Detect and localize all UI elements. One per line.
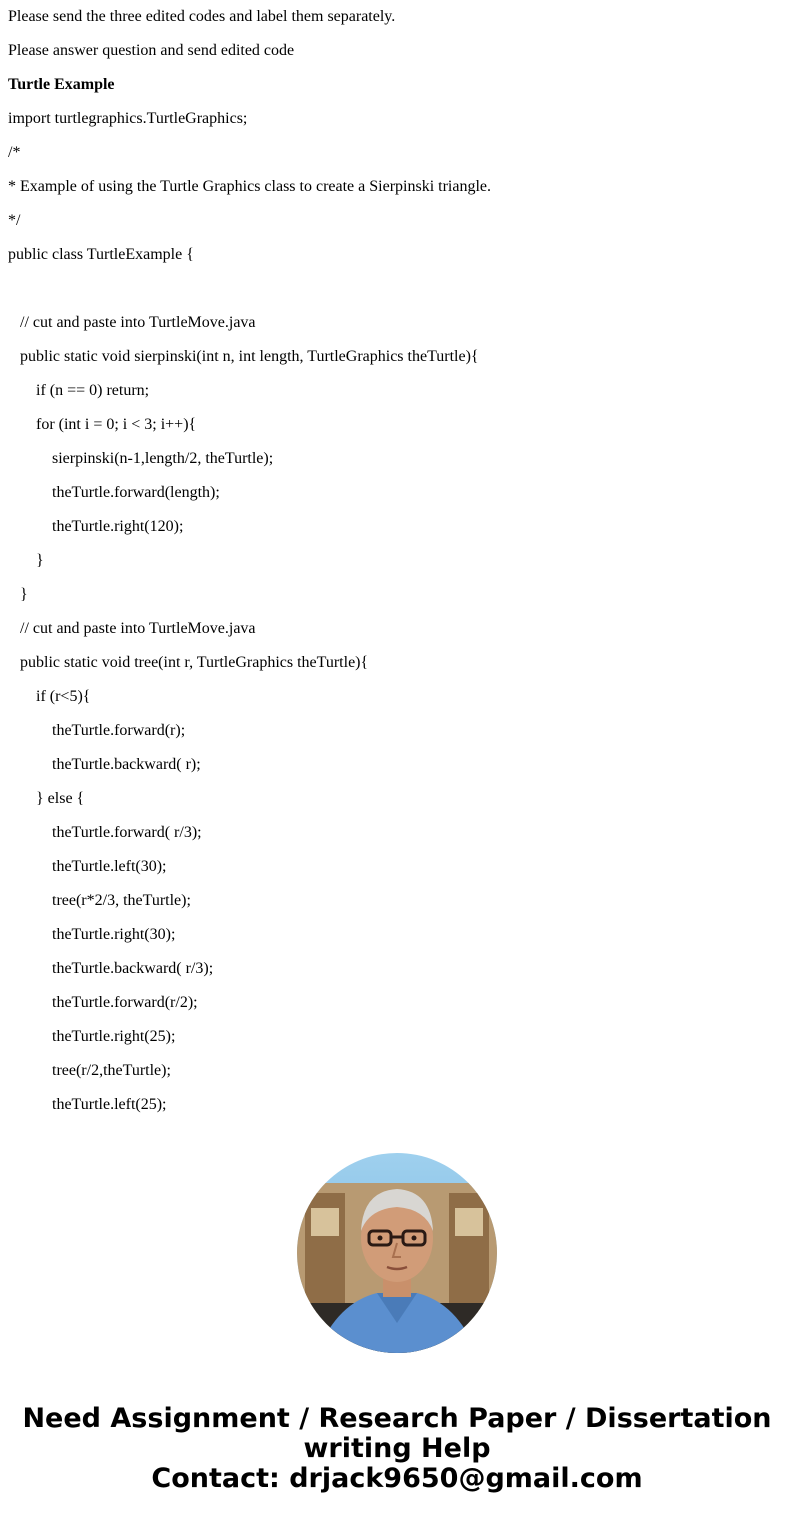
banner-contact: Contact: drjack9650@gmail.com (151, 1463, 643, 1494)
code-line: // cut and paste into TurtleMove.java (20, 620, 256, 637)
code-line: public class TurtleExample { (8, 246, 194, 263)
code-line: * Example of using the Turtle Graphics class to create a Sierpinski triangle. (8, 178, 491, 195)
avatar (297, 1153, 497, 1353)
code-line: theTurtle.backward( r/3); (52, 960, 214, 977)
code-line: theTurtle.left(30); (52, 858, 167, 875)
code-line: theTurtle.left(25); (52, 1096, 167, 1113)
code-line: public static void sierpinski(int n, int length, TurtleGraphics theTurtle){ (20, 348, 479, 365)
code-line: // cut and paste into TurtleMove.java (20, 314, 256, 331)
code-line: theTurtle.backward( r); (52, 756, 201, 773)
code-line: theTurtle.forward(length); (52, 484, 220, 501)
banner-line-2: writing Help (303, 1433, 491, 1464)
code-line: /* (8, 144, 21, 161)
code-line: tree(r/2,theTurtle); (52, 1062, 171, 1079)
code-line: theTurtle.forward( r/3); (52, 824, 202, 841)
page-title: Turtle Example (8, 76, 115, 93)
code-line: public static void tree(int r, TurtleGraphics theTurtle){ (20, 654, 369, 671)
code-line: theTurtle.forward(r/2); (52, 994, 198, 1011)
request-line: Please send the three edited codes and label them separately. (8, 8, 396, 25)
code-line: if (r<5){ (36, 688, 91, 705)
code-line: theTurtle.right(30); (52, 926, 176, 943)
code-line: } (20, 586, 28, 603)
code-line: tree(r*2/3, theTurtle); (52, 892, 191, 909)
code-line: theTurtle.right(120); (52, 518, 184, 535)
answer-line: Please answer question and send edited code (8, 42, 295, 59)
code-line: } else { (36, 790, 85, 807)
code-line: import turtlegraphics.TurtleGraphics; (8, 110, 248, 127)
code-line: for (int i = 0; i < 3; i++){ (36, 416, 197, 433)
code-block (8, 102, 786, 1122)
code-line: sierpinski(n-1,length/2, theTurtle); (52, 450, 274, 467)
question-content (8, 0, 786, 1122)
code-line: theTurtle.right(25); (52, 1028, 176, 1045)
code-line: if (n == 0) return; (36, 382, 150, 399)
help-banner (0, 1404, 794, 1494)
code-line (8, 272, 786, 306)
banner-line-1: Need Assignment / Research Paper / Dissertation (22, 1403, 772, 1434)
code-line: } (36, 552, 44, 569)
person-photo-icon (297, 1153, 497, 1353)
code-line: */ (8, 212, 21, 229)
code-line: theTurtle.forward(r); (52, 722, 186, 739)
